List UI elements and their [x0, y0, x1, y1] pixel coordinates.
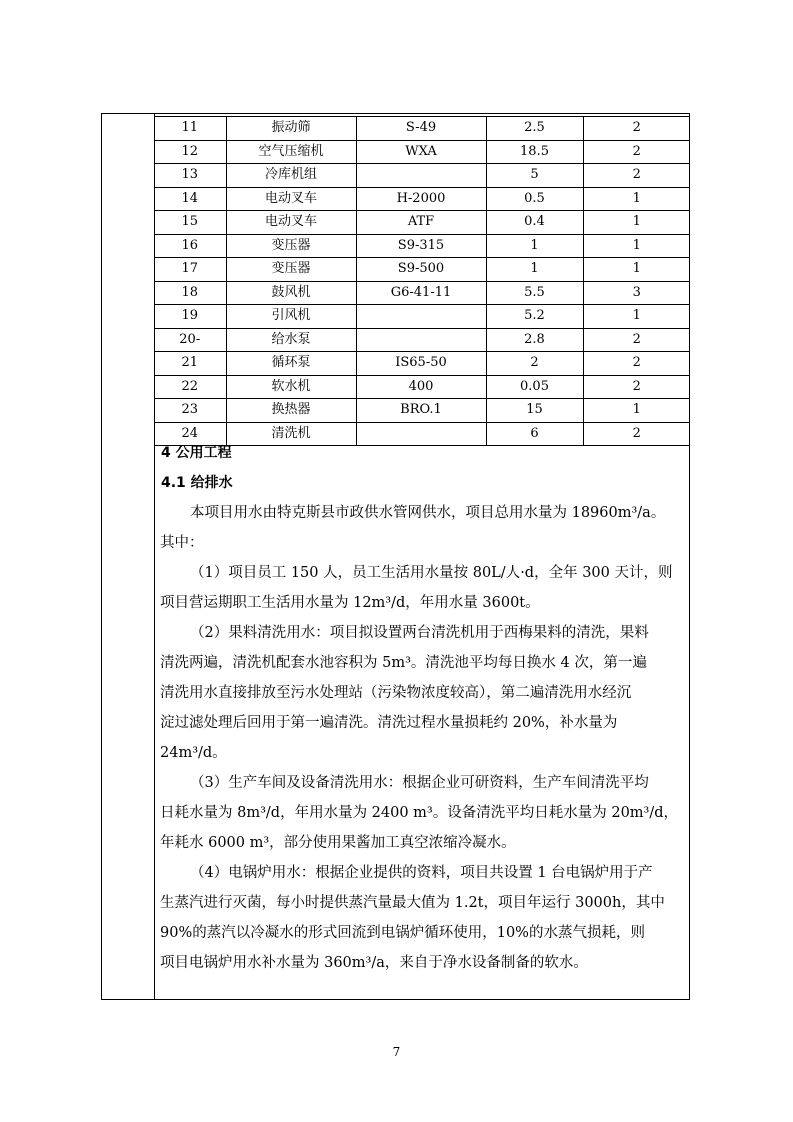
paragraph-3-line-1: （3）生产车间及设备清洗用水：根据企业可研资料，生产车间清洗平均: [190, 775, 649, 791]
cell-model: IS65-50: [356, 352, 486, 376]
cell-row-number: 16: [154, 234, 226, 258]
cell-quantity: 2: [583, 352, 690, 376]
cell-equipment-name: 循环泵: [226, 352, 356, 376]
paragraph-3-line-3: 年耗水 6000 m³，部分使用果酱加工真空浓缩冷凝水。: [160, 835, 516, 851]
table-row: [154, 399, 690, 423]
cell-row-number: 23: [154, 399, 226, 423]
cell-equipment-name: 给水泵: [226, 328, 356, 352]
cell-row-number: 21: [154, 352, 226, 376]
paragraph-1-line-2: 项目营运期职工生活用水量为 12m³/d，年用水量 3600t。: [160, 595, 540, 611]
cell-quantity: 2: [583, 117, 690, 141]
cell-model: G6-41-11: [356, 281, 486, 305]
cell-model: 400: [356, 375, 486, 399]
equipment-table: [154, 116, 690, 446]
table-row: [154, 164, 690, 188]
section-content: [155, 438, 685, 978]
cell-quantity: 2: [583, 328, 690, 352]
intro-line-2: 其中：: [160, 535, 204, 551]
cell-power: 5.2: [486, 305, 583, 329]
cell-quantity: 2: [583, 375, 690, 399]
cell-power: 0.4: [486, 211, 583, 235]
table-row: [154, 140, 690, 164]
cell-model: ATF: [356, 211, 486, 235]
cell-row-number: 12: [154, 140, 226, 164]
cell-equipment-name: 电动叉车: [226, 187, 356, 211]
cell-equipment-name: 引风机: [226, 305, 356, 329]
cell-equipment-name: 变压器: [226, 258, 356, 282]
cell-row-number: 22: [154, 375, 226, 399]
cell-equipment-name: 换热器: [226, 399, 356, 423]
intro-line-1: 本项目用水由特克斯县市政供水管网供水，项目总用水量为 18960m³/a。: [190, 505, 666, 521]
paragraph-1-line-1: （1）项目员工 150 人，员工生活用水量按 80L/人·d，全年 300 天计，则: [190, 565, 673, 581]
cell-power: 18.5: [486, 140, 583, 164]
cell-equipment-name: 软水机: [226, 375, 356, 399]
cell-quantity: 2: [583, 422, 690, 446]
cell-model: WXA: [356, 140, 486, 164]
cell-equipment-name: 振动筛: [226, 117, 356, 141]
paragraph-2-line-1: （2）果料清洗用水：项目拟设置两台清洗机用于西梅果料的清洗，果料: [190, 625, 649, 641]
section-heading-4-1: 4.1 给排水: [161, 475, 233, 491]
cell-power: 1: [486, 258, 583, 282]
cell-quantity: 3: [583, 281, 690, 305]
cell-equipment-name: 冷库机组: [226, 164, 356, 188]
table-row: [154, 211, 690, 235]
paragraph-2-line-4: 淀过滤处理后回用于第一遍清洗。清洗过程水量损耗约 20%，补水量为: [160, 715, 618, 731]
cell-power: 6: [486, 422, 583, 446]
cell-row-number: 14: [154, 187, 226, 211]
cell-quantity: 2: [583, 164, 690, 188]
paragraph-4-line-4: 项目电锅炉用水补水量为 360m³/a，来自于净水设备制备的软水。: [160, 955, 588, 971]
cell-quantity: 1: [583, 305, 690, 329]
cell-quantity: 1: [583, 211, 690, 235]
table-row: [154, 258, 690, 282]
cell-equipment-name: 电动叉车: [226, 211, 356, 235]
paragraph-4-line-1: （4）电锅炉用水：根据企业提供的资料，项目共设置 1 台电锅炉用于产: [190, 865, 653, 881]
paragraph-2-line-3: 清洗用水直接排放至污水处理站（污染物浓度较高），第二遍清洗用水经沉: [160, 685, 632, 701]
cell-model: H-2000: [356, 187, 486, 211]
cell-model: S-49: [356, 117, 486, 141]
cell-row-number: 18: [154, 281, 226, 305]
table-row: [154, 328, 690, 352]
cell-quantity: 1: [583, 187, 690, 211]
cell-equipment-name: 变压器: [226, 234, 356, 258]
cell-quantity: 1: [583, 258, 690, 282]
cell-power: 15: [486, 399, 583, 423]
cell-power: 1: [486, 234, 583, 258]
cell-power: 2.8: [486, 328, 583, 352]
cell-equipment-name: 空气压缩机: [226, 140, 356, 164]
cell-quantity: 1: [583, 234, 690, 258]
paragraph-4-line-3: 90%的蒸汽以冷凝水的形式回流到电锅炉循环使用，10%的水蒸气损耗，则: [160, 925, 645, 941]
table-row: [154, 305, 690, 329]
cell-model: BRO.1: [356, 399, 486, 423]
page-number: 7: [392, 1045, 401, 1059]
table-row: [154, 117, 690, 141]
cell-model: S9-500: [356, 258, 486, 282]
cell-quantity: 2: [583, 140, 690, 164]
paragraph-4-line-2: 生蒸汽进行灭菌，每小时提供蒸汽量最大值为 1.2t，项目年运行 3000h，其中: [160, 895, 665, 911]
cell-power: 2: [486, 352, 583, 376]
cell-model: S9-315: [356, 234, 486, 258]
paragraph-2-line-2: 清洗两遍，清洗机配套水池容积为 5m³。清洗池平均每日换水 4 次，第一遍: [160, 655, 647, 671]
table-row: [154, 187, 690, 211]
cell-model: [356, 164, 486, 188]
cell-row-number: 13: [154, 164, 226, 188]
paragraph-3-line-2: 日耗水量为 8m³/d，年用水量为 2400 m³。设备清洗平均日耗水量为 20m³/d，: [160, 805, 679, 821]
cell-power: 5.5: [486, 281, 583, 305]
cell-model: [356, 305, 486, 329]
cell-row-number: 17: [154, 258, 226, 282]
table-row: [154, 375, 690, 399]
table-row: [154, 352, 690, 376]
cell-power: 2.5: [486, 117, 583, 141]
cell-row-number: 24: [154, 422, 226, 446]
cell-power: 0.5: [486, 187, 583, 211]
cell-model: [356, 328, 486, 352]
cell-power: 5: [486, 164, 583, 188]
cell-equipment-name: 清洗机: [226, 422, 356, 446]
table-row: [154, 234, 690, 258]
cell-quantity: 1: [583, 399, 690, 423]
cell-row-number: 20-: [154, 328, 226, 352]
table-row: [154, 281, 690, 305]
cell-power: 0.05: [486, 375, 583, 399]
cell-equipment-name: 鼓风机: [226, 281, 356, 305]
section-heading-4: 4 公用工程: [161, 445, 232, 461]
cell-row-number: 11: [154, 117, 226, 141]
cell-row-number: 15: [154, 211, 226, 235]
cell-row-number: 19: [154, 305, 226, 329]
paragraph-2-line-5: 24m³/d。: [160, 745, 227, 761]
